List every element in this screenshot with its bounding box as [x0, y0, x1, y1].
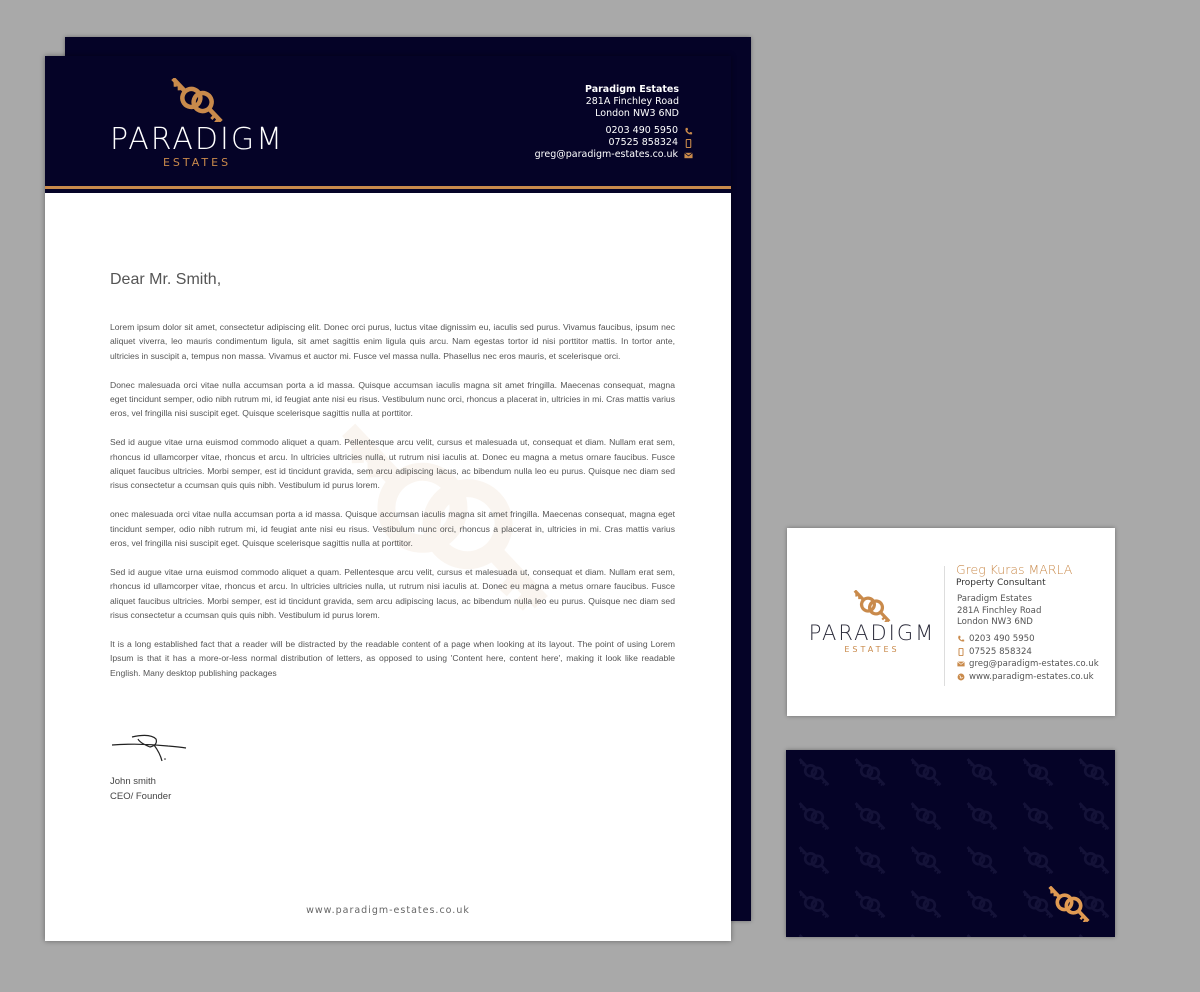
header-bottom-band	[45, 189, 731, 193]
letter-paragraph: Sed id augue vitae urna euismod commodo aliquet a quam. Pellentesque arcu velit, cursus et malesuada ut, consequat et diam. Nullam erat sem, rhoncus id ullamcorper vitae, rhoncus et arcu. In ultricies ultricies nulla, ut rutrum nisi iaculis at. Donec eu magna a metus ornare faucibus. Fusce aliquet faucibus ultricies. Morbi semper, est id tincidunt gravida, sem arcu adipiscing lacus, ac bibendum nulla leo eu purus. Quisque nec diam sed risus consectetur a ccumsan quis quis nibh. Vestibulum id purus lorem.	[110, 566, 675, 621]
card-contacts	[957, 633, 1099, 683]
business-card-back	[786, 750, 1115, 937]
mobile-row	[535, 137, 693, 149]
letter-paragraph: It is a long established fact that a reader will be distracted by the readable content of a page when looking at its layout. The point of using Lorem Ipsum is that it has a more-or-less normal distribution of letters, as opposed to using 'Content here, content here', making it look like readable English. Many desktop publishing packages	[110, 638, 675, 678]
email-icon	[684, 151, 693, 160]
letterhead-contact-block	[535, 84, 679, 161]
card-address-line: Paradigm Estates	[957, 594, 1032, 604]
card-phone: 0203 490 5950	[969, 634, 1035, 644]
card-mobile-row	[957, 646, 1099, 659]
letterhead-header	[45, 56, 731, 186]
email-address: greg@paradigm-estates.co.uk	[534, 149, 678, 160]
card-address-line: London NW3 6ND	[957, 617, 1033, 627]
card-phone-row	[957, 633, 1099, 646]
letterhead-footer-url: www.paradigm-estates.co.uk	[306, 905, 470, 916]
card-person-title: Property Consultant	[956, 578, 1046, 588]
mobile-icon	[684, 139, 693, 148]
phone-icon	[957, 635, 965, 643]
card-website-row	[957, 671, 1099, 684]
card-logo-wordmark: PARADIGM	[808, 621, 936, 645]
card-address-line: 281A Finchley Road	[957, 605, 1042, 616]
signer-title: CEO/ Founder	[110, 791, 172, 802]
signature-image	[110, 731, 190, 767]
card-logo-subtitle: ESTATES	[844, 645, 900, 654]
card-email-row	[957, 658, 1099, 671]
mobile-number: 07525 858324	[608, 137, 678, 148]
letter-paragraph: Donec malesuada orci vitae nulla accumsan porta a id massa. Quisque accumsan iaculis magna sit amet fringilla. Maecenas consequat, magna eget tincidunt semper, odio nibh rutrum mi, id feugiat ante nisi eu risus. Vestibulum nunc orci, rhoncus a placerat in, ultricies in mi. Cras mattis varius eros, vel fringilla nisi suscipit eget. Quisque scelerisque sagittis nulla at porttitor.	[110, 379, 675, 419]
signer-name: John smith	[110, 776, 156, 787]
logo-wordmark: PARADIGM	[110, 122, 284, 157]
globe-icon	[957, 673, 965, 681]
email-row	[535, 149, 693, 161]
letter-greeting: Dear Mr. Smith,	[110, 271, 222, 288]
address-line-2: London NW3 6ND	[595, 108, 679, 119]
phone-icon	[684, 127, 693, 136]
email-icon	[957, 660, 965, 668]
letter-paragraph: Lorem ipsum dolor sit amet, consectetur adipiscing elit. Donec orci purus, luctus vitae dignissim eu, iaculis sed purus. Vivamus faucibus, ipsum nec aliquet viverra, leo mauris condimentum ligula, sit amet sagittis enim ligula quis arcu. Nam egestas tortor id nisi porttitor mattis. In tortor ante, ultricies in suscipit a, tempus non massa. Vivamus et auctor mi. Fusce vel massa nulla. Phasellus nec eros mauris, et scelerisque orci.	[110, 322, 675, 361]
letter-paragraph: Sed id augue vitae urna euismod commodo aliquet a quam. Pellentesque arcu velit, cursus et malesuada ut, consequat et diam. Nullam erat sem, rhoncus id ullamcorper vitae, rhoncus et arcu. In ultricies ultricies nulla, ut rutrum nisi iaculis at. Donec eu magna a metus ornare faucibus. Fusce aliquet faucibus ultricies. Morbi semper, est id tincidunt gravida, sem arcu adipiscing lacus, ac bibendum nulla leo eu purus. Quisque nec diam sed risus consectetur a ccumsan quis quis nibh. Vestibulum id purus lorem.	[110, 437, 675, 491]
card-address	[957, 594, 1041, 629]
letterhead-logo	[107, 78, 287, 173]
key-rings-icon	[1041, 886, 1097, 922]
phone-number: 0203 490 5950	[605, 125, 678, 136]
card-mobile: 07525 858324	[969, 646, 1032, 657]
phone-row	[535, 125, 693, 137]
card-person-name: Greg Kuras MARLA	[956, 562, 1073, 577]
letter-body	[110, 320, 675, 694]
company-name: Paradigm Estates	[584, 84, 679, 95]
mobile-icon	[957, 648, 965, 656]
key-rings-icon	[162, 78, 232, 122]
letter-paragraph: onec malesuada orci vitae nulla accumsan porta a id massa. Quisque accumsan iaculis magna sit amet fringilla. Maecenas consequat, magna eget tincidunt semper, odio nibh rutrum mi, id feugiat ante nisi eu risus. Vestibulum nunc orci, rhoncus a placerat in, ultricies in mi. Cras mattis varius eros, vel fringilla nisi suscipit eget. Quisque scelerisque sagittis nulla at porttitor.	[110, 509, 675, 549]
card-divider	[944, 566, 945, 686]
logo-subtitle: ESTATES	[162, 156, 232, 169]
card-email: greg@paradigm-estates.co.uk	[969, 659, 1099, 669]
signer-block	[110, 774, 171, 804]
business-card-front	[787, 528, 1115, 716]
card-website: www.paradigm-estates.co.uk	[969, 671, 1094, 682]
key-rings-icon	[847, 590, 897, 622]
address-line-1: 281A Finchley Road	[585, 96, 679, 107]
card-logo	[807, 590, 937, 660]
letterhead-sheet	[45, 56, 731, 941]
